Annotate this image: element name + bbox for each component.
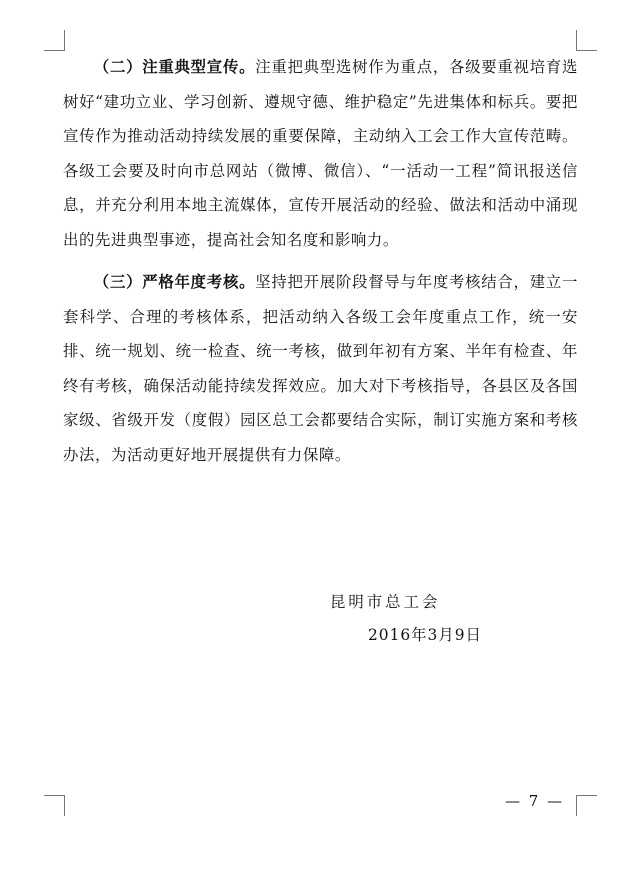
- section-text-publicity: 注重把典型选树作为重点，各级要重视培育选树好“建功立业、学习创新、遵规守德、维护稳定”先进集体和标兵。要把宣传作为推动活动持续发展的重要保障，主动纳入工会工作大宣传范畴。各级工会要及时向市总网站（微博、微信）、“一活动一工程”简讯报送信息，并充分利用本地主流媒体，宣传开展活动的经验、做法和活动中涌现出的先进典型事迹，提高社会知名度和影响力。: [63, 58, 578, 249]
- crop-mark-bottom-left: [44, 795, 65, 816]
- crop-mark-bottom-right: [576, 795, 597, 816]
- section-text-assessment: 坚持把开展阶段督导与年度考核结合，建立一套科学、合理的考核体系，把活动纳入各级工会年度重点工作，统一安排、统一规划、统一检查、统一考核，做到年初有方案、半年有检查、年终有考核，确保活动能持续发挥效应。加大对下考核指导，各县区及各国家级、省级开发（度假）园区总工会都要结合实际，制订实施方案和考核办法，为活动更好地开展提供有力保障。: [63, 273, 578, 464]
- page-number: — 7 —: [505, 792, 565, 810]
- signature-organization: 昆明市总工会: [330, 593, 441, 611]
- section-heading-publicity: （二）注重典型宣传。: [93, 58, 256, 76]
- section-heading-assessment: （三）严格年度考核。: [93, 273, 256, 291]
- paragraph-publicity: [63, 50, 578, 257]
- signature-date: 2016年3月9日: [368, 626, 482, 644]
- crop-mark-top-left: [44, 30, 65, 51]
- paragraph-assessment: [63, 265, 578, 472]
- document-body: [63, 50, 578, 480]
- crop-mark-top-right: [576, 30, 597, 51]
